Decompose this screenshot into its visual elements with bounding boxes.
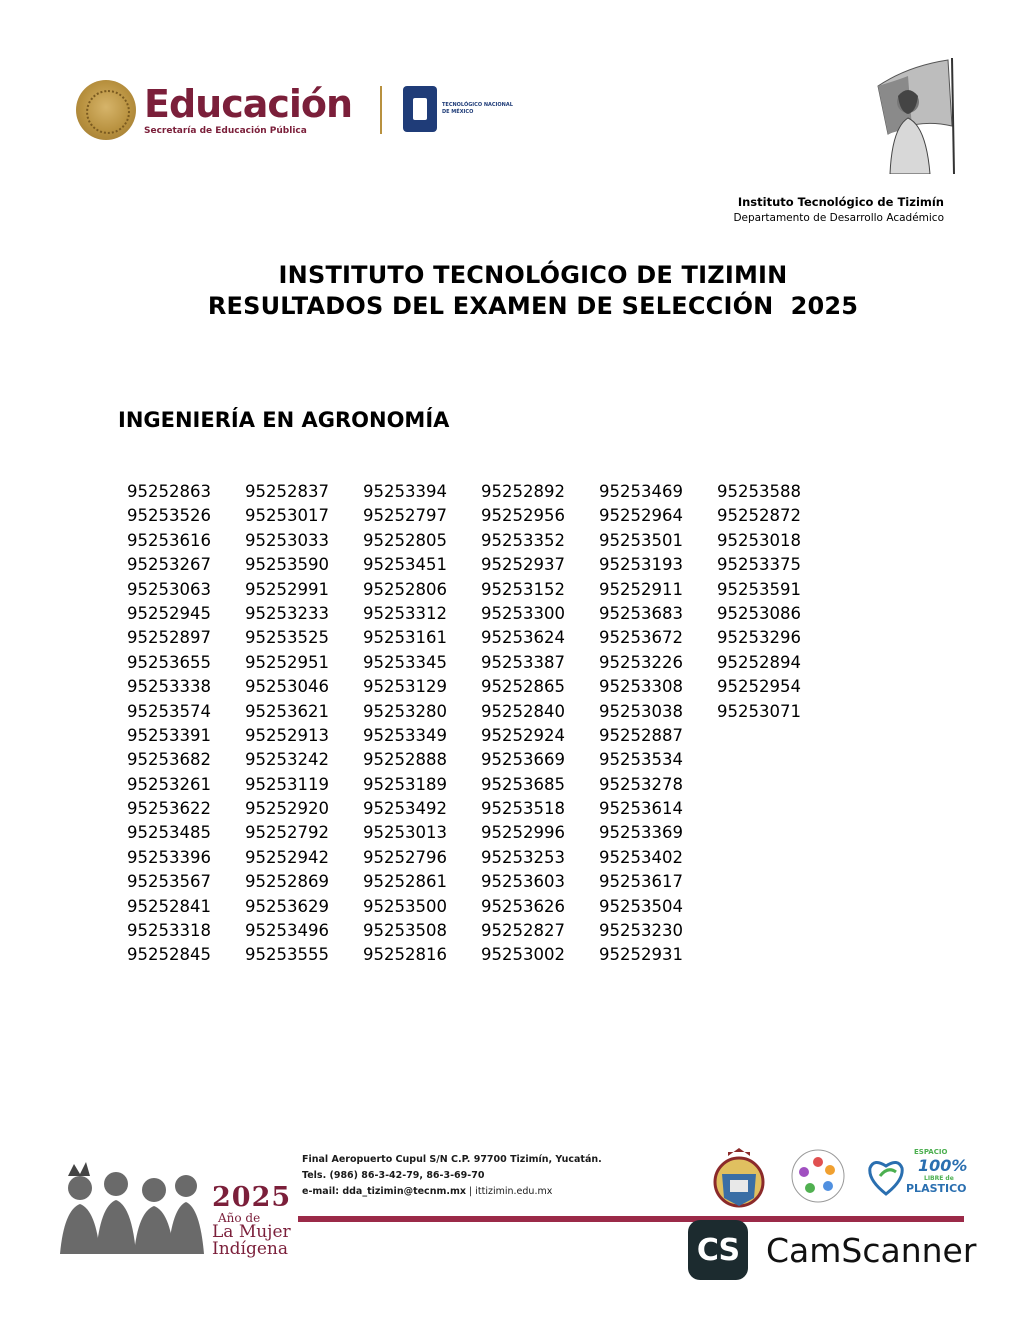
applicant-number: 95252924: [481, 725, 565, 745]
applicant-number: 95253567: [127, 872, 211, 892]
camscanner-icon: CS: [688, 1220, 748, 1280]
applicant-number: 95252942: [245, 847, 329, 867]
applicant-number: 95253500: [363, 896, 447, 916]
applicant-number: 95253508: [363, 921, 447, 941]
sep-logo: [76, 80, 352, 140]
applicant-number: 95253013: [363, 823, 447, 843]
applicant-number: 95253525: [245, 628, 329, 648]
year-number: 2025: [212, 1182, 292, 1213]
applicant-number: 95252792: [245, 823, 329, 843]
applicant-number: 95252888: [363, 750, 447, 770]
mexico-seal-icon: [76, 80, 136, 140]
plastic-top: ESPACIO: [914, 1148, 948, 1156]
applicant-number: 95252805: [363, 530, 447, 550]
applicant-number: 95253318: [127, 921, 211, 941]
applicant-number: 95253312: [363, 603, 447, 623]
results-column: [481, 480, 599, 968]
tecnm-mark-icon: [403, 86, 437, 132]
applicant-number: 95252996: [481, 823, 565, 843]
year-line-2: La Mujer: [212, 1222, 291, 1242]
applicant-number: 95253308: [599, 677, 683, 697]
applicant-number: 95253242: [245, 750, 329, 770]
applicant-number: 95253230: [599, 921, 683, 941]
applicant-number: 95253396: [127, 847, 211, 867]
title-line-1: INSTITUTO TECNOLÓGICO DE TIZIMIN: [278, 261, 788, 289]
applicant-number: 95253086: [717, 603, 801, 623]
applicant-number: 95253574: [127, 701, 211, 721]
applicant-number: 95253469: [599, 482, 683, 501]
applicant-number: 95252863: [127, 482, 211, 501]
website-link[interactable]: ittizimin.edu.mx: [475, 1186, 553, 1197]
applicant-number: 95253669: [481, 750, 565, 770]
applicant-number: 95252841: [127, 896, 211, 916]
applicant-number: 95253496: [245, 921, 329, 941]
applicant-number: 95253300: [481, 603, 565, 623]
educacion-wordmark: Educación: [144, 82, 353, 126]
results-column: [599, 480, 717, 968]
plastic-free-badge: [866, 1148, 968, 1206]
applicant-number: 95252964: [599, 506, 683, 526]
applicant-number: 95253394: [363, 482, 447, 501]
applicant-number: 95252796: [363, 847, 447, 867]
applicant-number: 95252861: [363, 872, 447, 892]
applicant-number: 95253189: [363, 774, 447, 794]
applicant-number: 95253369: [599, 823, 683, 843]
applicant-number: 95253152: [481, 579, 565, 599]
applicant-number: 95252827: [481, 921, 565, 941]
applicant-number: 95253526: [127, 506, 211, 526]
results-grid: [127, 480, 835, 968]
applicant-number: 95253501: [599, 530, 683, 550]
results-column: [363, 480, 481, 968]
applicant-number: 95253391: [127, 725, 211, 745]
applicant-number: 95253119: [245, 774, 329, 794]
applicant-number: 95253345: [363, 652, 447, 672]
applicant-number: 95253278: [599, 774, 683, 794]
plastic-word: PLASTICO: [906, 1182, 967, 1195]
results-column: [127, 480, 245, 968]
year-of-indigenous-woman: [212, 1184, 291, 1258]
applicant-number: 95253063: [127, 579, 211, 599]
applicant-number: 95252892: [481, 482, 565, 501]
applicant-number: 95253193: [599, 555, 683, 575]
applicant-number: 95253402: [599, 847, 683, 867]
applicant-number: 95253504: [599, 896, 683, 916]
applicant-number: 95253614: [599, 799, 683, 819]
applicant-number: 95252816: [363, 945, 447, 965]
applicant-number: 95252837: [245, 482, 329, 501]
applicant-number: 95252931: [599, 945, 683, 965]
applicant-number: 95253338: [127, 677, 211, 697]
applicant-number: 95252897: [127, 628, 211, 648]
applicant-number: 95253626: [481, 896, 565, 916]
results-column: [717, 480, 835, 968]
applicant-number: 95253038: [599, 701, 683, 721]
applicant-number: 95253226: [599, 652, 683, 672]
applicant-number: 95253683: [599, 603, 683, 623]
title-line-2: RESULTADOS DEL EXAMEN DE SELECCIÓN 2025: [207, 292, 859, 320]
applicant-number: 95252840: [481, 701, 565, 721]
applicant-number: 95253296: [717, 628, 801, 648]
applicant-number: 95252951: [245, 652, 329, 672]
applicant-number: 95252913: [245, 725, 329, 745]
camscanner-label: CamScanner: [766, 1230, 977, 1270]
applicant-number: 95253617: [599, 872, 683, 892]
applicant-number: 95253253: [481, 847, 565, 867]
applicant-number: 95253018: [717, 530, 801, 550]
applicant-number: 95253624: [481, 628, 565, 648]
applicant-number: 95252806: [363, 579, 447, 599]
email-line: [302, 1184, 602, 1200]
applicant-number: 95253685: [481, 774, 565, 794]
applicant-number: 95252920: [245, 799, 329, 819]
contact-info: [302, 1152, 602, 1200]
applicant-number: 95253590: [245, 555, 329, 575]
applicant-number: 95253375: [717, 555, 801, 575]
applicant-number: 95253588: [717, 482, 801, 501]
applicant-number: 95253349: [363, 725, 447, 745]
year-line-1: Año de: [218, 1211, 261, 1225]
applicant-number: 95253352: [481, 530, 565, 550]
applicant-number: 95253387: [481, 652, 565, 672]
applicant-number: 95253629: [245, 896, 329, 916]
applicant-number: 95253591: [717, 579, 801, 599]
heroine-flag-illustration-icon: [848, 56, 960, 174]
institute-name: Instituto Tecnológico de Tizimín: [737, 195, 944, 209]
applicant-number: 95252894: [717, 652, 801, 672]
applicant-number: 95253603: [481, 872, 565, 892]
applicant-number: 95253071: [717, 701, 801, 721]
applicant-number: 95253451: [363, 555, 447, 575]
applicant-number: 95253672: [599, 628, 683, 648]
applicant-number: 95252845: [127, 945, 211, 965]
applicant-number: 95253622: [127, 799, 211, 819]
department-name: Departamento de Desarrollo Académico: [733, 212, 944, 224]
applicant-number: 95253129: [363, 677, 447, 697]
applicant-number: 95253485: [127, 823, 211, 843]
section-heading: INGENIERÍA EN AGRONOMÍA: [118, 408, 450, 432]
applicant-number: 95252869: [245, 872, 329, 892]
tecnm-label: TECNOLÓGICO NACIONAL DE MÉXICO: [442, 102, 513, 115]
applicant-number: 95252956: [481, 506, 565, 526]
applicant-number: 95252797: [363, 506, 447, 526]
applicant-number: 95252911: [599, 579, 683, 599]
applicant-number: 95253518: [481, 799, 565, 819]
phones: Tels. (986) 86-3-42-79, 86-3-69-70: [302, 1170, 485, 1181]
address: Final Aeropuerto Cupul S/N C.P. 97700 Tizimín, Yucatán.: [302, 1154, 602, 1165]
results-column: [245, 480, 363, 968]
applicant-number: 95253261: [127, 774, 211, 794]
logo-divider: [380, 86, 382, 134]
camscanner-watermark: [688, 1220, 976, 1280]
page-title: [0, 260, 1020, 322]
applicant-number: 95252887: [599, 725, 683, 745]
email[interactable]: e-mail: dda_tizimin@tecnm.mx: [302, 1186, 466, 1197]
applicant-number: 95253655: [127, 652, 211, 672]
applicant-number: 95252865: [481, 677, 565, 697]
applicant-number: 95253002: [481, 945, 565, 965]
applicant-number: 95252945: [127, 603, 211, 623]
labor-equality-ring-icon: [790, 1148, 846, 1204]
sep-subtitle: Secretaría de Educación Pública: [144, 126, 307, 136]
applicant-number: 95253046: [245, 677, 329, 697]
applicant-number: 95252872: [717, 506, 801, 526]
applicant-number: 95253616: [127, 530, 211, 550]
separator: |: [469, 1186, 473, 1197]
applicant-number: 95253492: [363, 799, 447, 819]
plastic-libre: LIBRE de: [924, 1175, 954, 1182]
year-line-3: Indígena: [212, 1239, 289, 1259]
applicant-number: 95253280: [363, 701, 447, 721]
plastic-percent: 100%: [918, 1156, 968, 1175]
applicant-number: 95253682: [127, 750, 211, 770]
applicant-number: 95253017: [245, 506, 329, 526]
applicant-number: 95253033: [245, 530, 329, 550]
applicant-number: 95252991: [245, 579, 329, 599]
institute-block: [733, 194, 944, 226]
applicant-number: 95252937: [481, 555, 565, 575]
heart-leaf-icon: [866, 1154, 906, 1198]
indigenous-women-illustration-icon: [54, 1160, 206, 1254]
applicant-number: 95253534: [599, 750, 683, 770]
itt-shield-icon: [710, 1146, 768, 1210]
tecnm-logo: [403, 86, 522, 132]
applicant-number: 95253621: [245, 701, 329, 721]
applicant-number: 95253555: [245, 945, 329, 965]
applicant-number: 95252954: [717, 677, 801, 697]
applicant-number: 95253267: [127, 555, 211, 575]
applicant-number: 95253233: [245, 603, 329, 623]
applicant-number: 95253161: [363, 628, 447, 648]
